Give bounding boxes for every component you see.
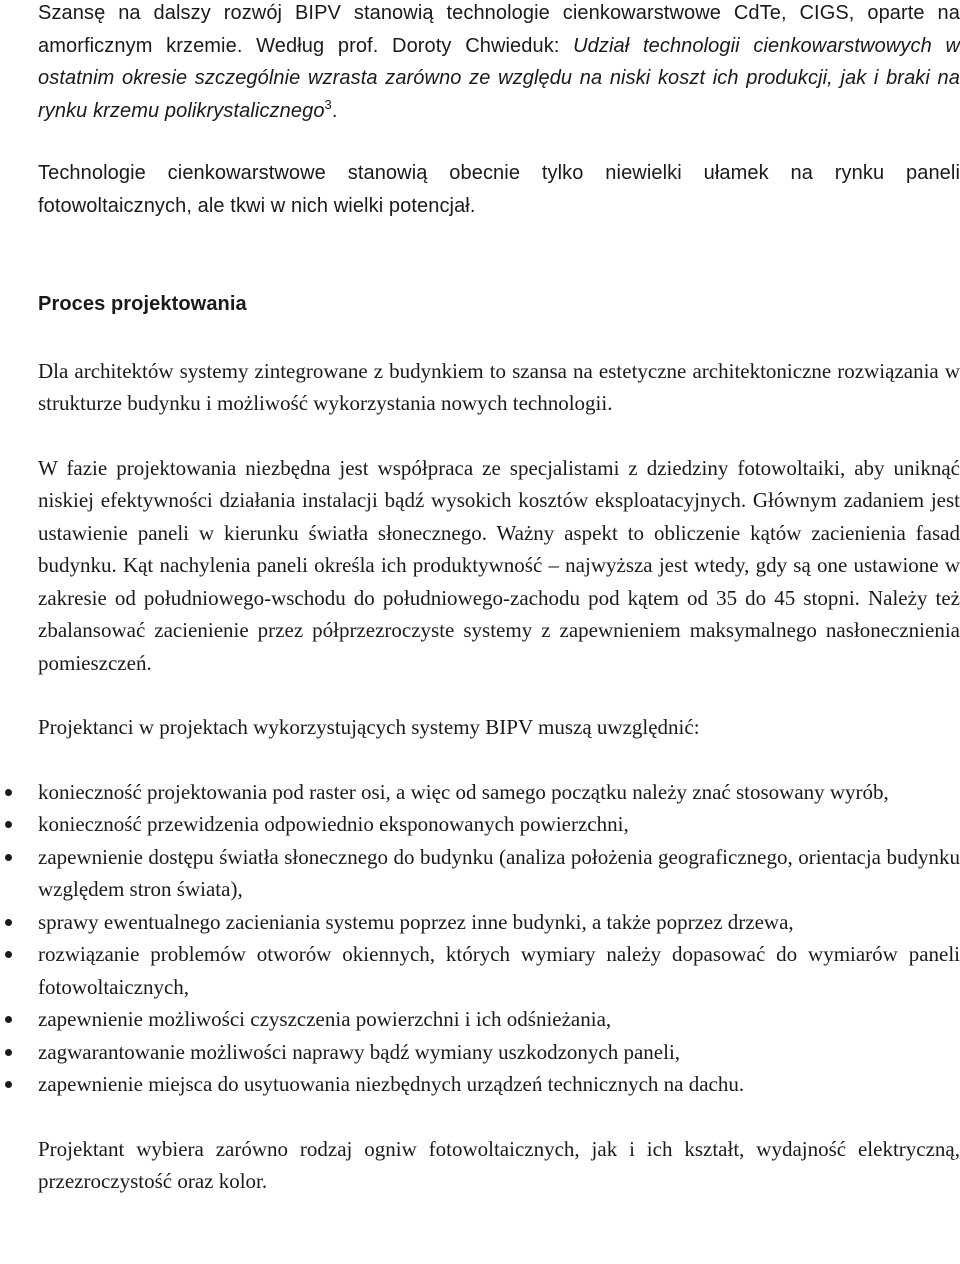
bullet-icon [5, 1049, 12, 1056]
intro-end: . [331, 99, 338, 122]
bullet-icon [5, 919, 12, 926]
list-item [38, 841, 960, 906]
thin-film-paragraph: Technologie cienkowarstwowe stanowią obecnie tylko niewielki ułamek na rynku paneli fotowoltaicznych, ale tkwi w nich wielki potencjał. [38, 162, 960, 217]
document-page [38, 0, 960, 1198]
intro-quote: Udział technologii cienkowarstwowych w ostatnim okresie szczególnie wzrasta zarówno ze względu na niski koszt ich produkcji, jak i braki na rynku krzemu polikrystalicznego [38, 34, 960, 122]
list-item-text: konieczność przewidzenia odpowiednio eksponowanych powierzchni, [38, 812, 629, 836]
bullet-icon [5, 854, 12, 861]
bullet-icon [5, 821, 12, 828]
paragraph-bipv-intro: Projektanci w projektach wykorzystujących systemy BIPV muszą uwzględnić: [38, 715, 700, 739]
closing-paragraph: Projektant wybiera zarówno rodzaj ogniw fotowoltaicznych, jak i ich kształt, wydajność elektryczną, przezroczystość oraz kolor. [38, 1136, 960, 1193]
bullet-icon [5, 789, 12, 796]
footnote-marker: 3 [324, 96, 332, 112]
intro-paragraph [38, 0, 960, 127]
list-item-text: zapewnienie dostępu światła słonecznego do budynku (analiza położenia geograficznego, orientacja budynku względem stron świata), [38, 844, 960, 901]
list-item-text: rozwiązanie problemów otworów okiennych, których wymiary należy dopasować do wymiarów paneli fotowoltaicznych, [38, 942, 960, 999]
list-item-text: zapewnienie miejsca do usytuowania niezbędnych urządzeń technicznych na dachu. [38, 1072, 745, 1096]
requirements-list [38, 776, 960, 1101]
bullet-icon [5, 951, 12, 958]
list-item [38, 1003, 960, 1036]
paragraph-design-phase: W fazie projektowania niezbędna jest współpraca ze specjalistami z dziedziny fotowoltaiki, aby uniknąć niskiej efektywności działania instalacji bądź wysokich kosztów eksploatacyjnych. Głównym zadaniem jest ustawienie paneli w kierunku światła słonecznego. Ważny aspekt to obliczenie kątów zacienienia fasad budynku. Kąt nachylenia paneli określa ich produktywność – najwyższa jest wtedy, gdy są one ustawione w zakresie od południowego-wschodu do południowego-zachodu pod kątem od 35 do 45 stopni. Należy też zbalansować zacienienie przez półprzezroczyste systemy z zapewnieniem maksymalnego nasłonecznienia pomieszczeń. [38, 455, 960, 675]
section-heading: Proces projektowania [38, 293, 247, 315]
list-item [38, 1068, 960, 1101]
intro-lead: Szansę na dalszy rozwój BIPV stanowią technologie cienkowarstwowe CdTe, CIGS, oparte na amorficznym krzemie. Według prof. Doroty Chwieduk: [38, 2, 960, 57]
list-item [38, 808, 960, 841]
list-item-text: zapewnienie możliwości czyszczenia powierzchni i ich odśnieżania, [38, 1007, 612, 1031]
list-item-text: sprawy ewentualnego zacieniania systemu poprzez inne budynki, a także poprzez drzewa, [38, 909, 794, 934]
list-item-text: konieczność projektowania pod raster osi, a więc od samego początku należy znać stosowany wyrób, [38, 779, 889, 804]
bullet-icon [5, 1081, 12, 1088]
list-item [38, 938, 960, 1003]
list-item [38, 1036, 960, 1069]
list-item [38, 906, 960, 939]
list-item-text: zagwarantowanie możliwości naprawy bądź wymiany uszkodzonych paneli, [38, 1039, 681, 1064]
bullet-icon [5, 1016, 12, 1023]
list-item [38, 776, 960, 809]
paragraph-architects: Dla architektów systemy zintegrowane z budynkiem to szansa na estetyczne architektoniczne rozwiązania w strukturze budynku i możliwość wykorzystania nowych technologii. [38, 358, 960, 415]
